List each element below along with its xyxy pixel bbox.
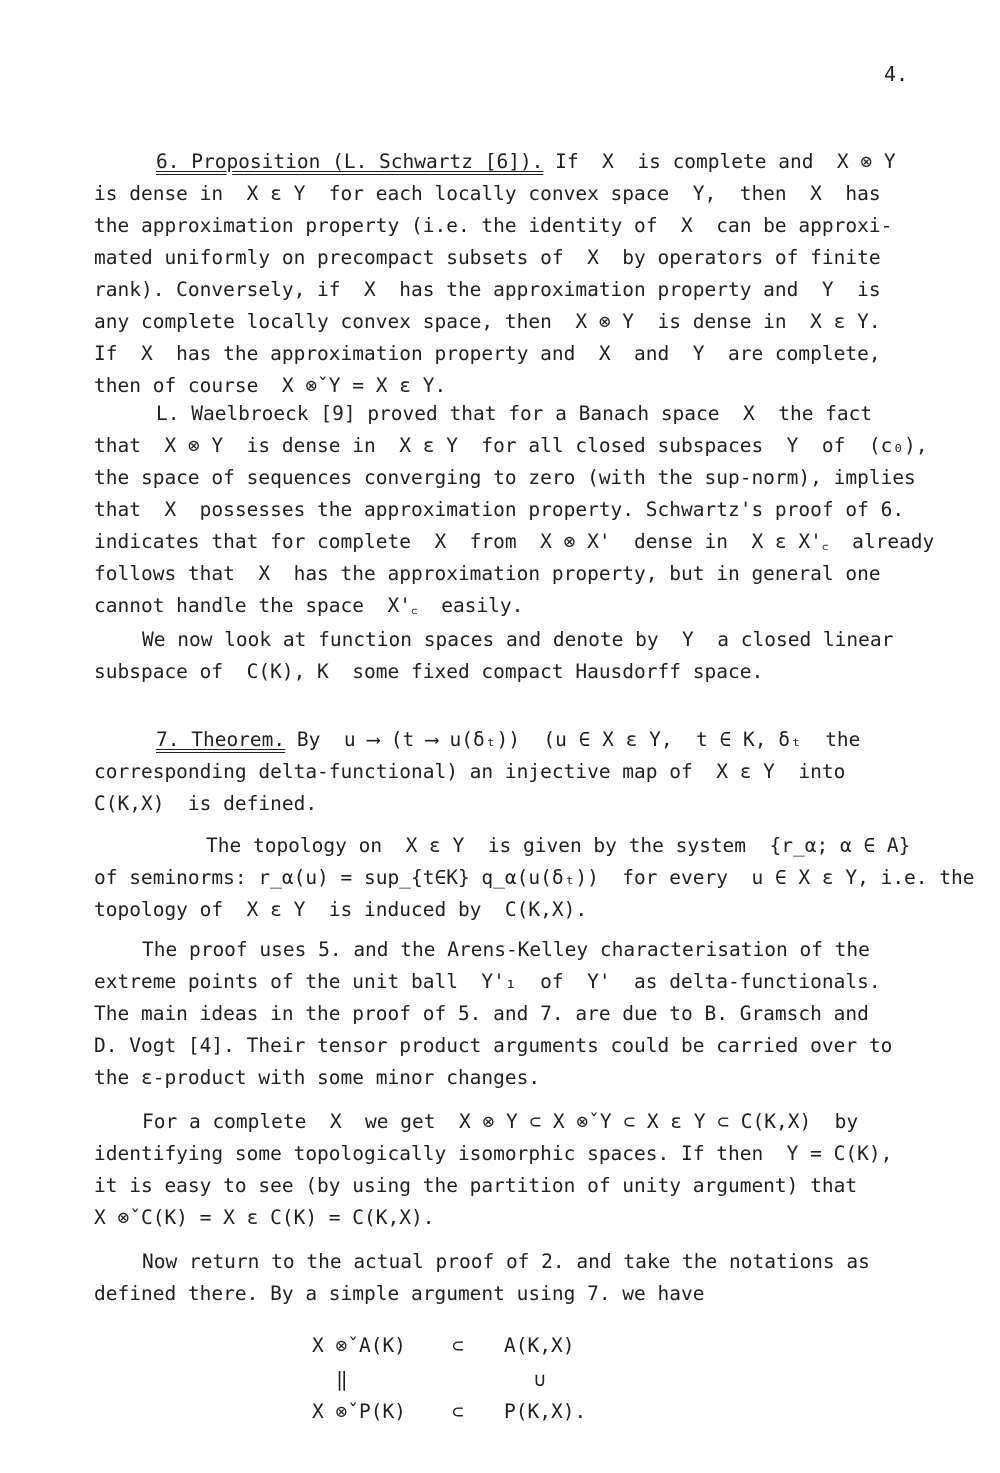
text-line: For a complete X we get X ⊗ Y ⊂ X ⊗̌ Y ⊂ X ε Y ⊂ C(K,X) by [142,1110,859,1133]
diagram-equality-mark: ‖ [336,1368,348,1391]
text-line: the ε-product with some minor changes. [94,1066,541,1089]
text-line: that X ⊗ Y is dense in X ε Y for all closed subspaces Y of (c₀), [94,434,928,457]
proposition-first-line: 6. Proposition (L. Schwartz [6]). If X is complete and X ⊗ Y [156,150,896,173]
text-line: identifying some topologically isomorphic spaces. If then Y = C(K), [94,1142,893,1165]
diagram-bottom-relation: ⊂ [452,1400,464,1423]
text-line: X ⊗̌ C(K) = X ε C(K) = C(K,X). [94,1206,435,1229]
theorem-heading: 7. Theorem. [156,728,286,751]
function-spaces-paragraph [94,624,944,688]
text-line: extreme points of the unit ball Y'₁ of Y' as delta-functionals. [94,970,881,993]
return-paragraph [94,1246,944,1310]
text-line: any complete locally convex space, then X ⊗ Y is dense in X ε Y. [94,310,881,333]
topology-paragraph [94,830,975,926]
text-line: the approximation property (i.e. the identity of X can be approxi- [94,214,893,237]
diagram-subset-mark: ∪ [534,1368,546,1391]
proof-paragraph [94,934,944,1094]
text-line: The topology on X ε Y is given by the system {r_α; α ∈ A} [206,834,911,857]
text-line: The main ideas in the proof of 5. and 7. are due to B. Gramsch and [94,1002,869,1025]
text-line: If X has the approximation property and X and Y are complete, [94,342,881,365]
proposition-heading: 6. Proposition (L. Schwartz [6]). [156,150,544,173]
text-line: rank). Conversely, if X has the approximation property and Y is [94,278,881,301]
diagram-bottom-left: X ⊗̌ P(K) [312,1400,406,1423]
text-line: The proof uses 5. and the Arens-Kelley characterisation of the [142,938,870,961]
text-line: then of course X ⊗̌ Y = X ε Y. [94,374,447,397]
text-line: defined there. By a simple argument using 7. we have [94,1282,705,1305]
text-line: the space of sequences converging to zero (with the sup-norm), implies [94,466,916,489]
diagram-top-left: X ⊗̌ A(K) [312,1334,406,1357]
text-line: follows that X has the approximation property, but in general one [94,562,881,585]
text-line: subspace of C(K), K some fixed compact Hausdorff space. [94,660,764,683]
complete-paragraph [94,1106,944,1234]
page-number: 4. [884,62,909,86]
text-line: it is easy to see (by using the partition of unity argument) that [94,1174,858,1197]
text-line: Now return to the actual proof of 2. and take the notations as [142,1250,870,1273]
text-line: indicates that for complete X from X ⊗ X' dense in X ε X'꜀ already [94,530,935,553]
text-line: L. Waelbroeck [9] proved that for a Banach space X the fact [156,402,873,425]
diagram-top-relation: ⊂ [452,1334,464,1357]
theorem-first-line: 7. Theorem. By u ⟶ (t ⟶ u(δₜ)) (u ∈ X ε Y, t ∈ K, δₜ the [156,728,861,751]
theorem-block [94,724,944,820]
text-line: mated uniformly on precompact subsets of X by operators of finite [94,246,881,269]
proposition-block [94,146,944,402]
diagram-bottom-right: P(K,X). [504,1400,587,1423]
text-line: that X possesses the approximation property. Schwartz's proof of 6. [94,498,905,521]
text-line: cannot handle the space X'꜀ easily. [94,594,524,617]
diagram-top-right: A(K,X) [504,1334,575,1357]
text-line: topology of X ε Y is induced by C(K,X). [94,898,588,921]
text-line: C(K,X) is defined. [94,792,318,815]
text-line: corresponding delta-functional) an injective map of X ε Y into [94,760,846,783]
text-line: of seminorms: r_α(u) = sup_{t∈K} q_α(u(δₜ)) for every u ∈ X ε Y, i.e. the [94,866,975,889]
text-line: We now look at function spaces and denote by Y a closed linear [142,628,894,651]
text-line: D. Vogt [4]. Their tensor product arguments could be carried over to [94,1034,893,1057]
waelbroeck-paragraph [94,398,944,622]
text-line: is dense in X ε Y for each locally convex space Y, then X has [94,182,881,205]
